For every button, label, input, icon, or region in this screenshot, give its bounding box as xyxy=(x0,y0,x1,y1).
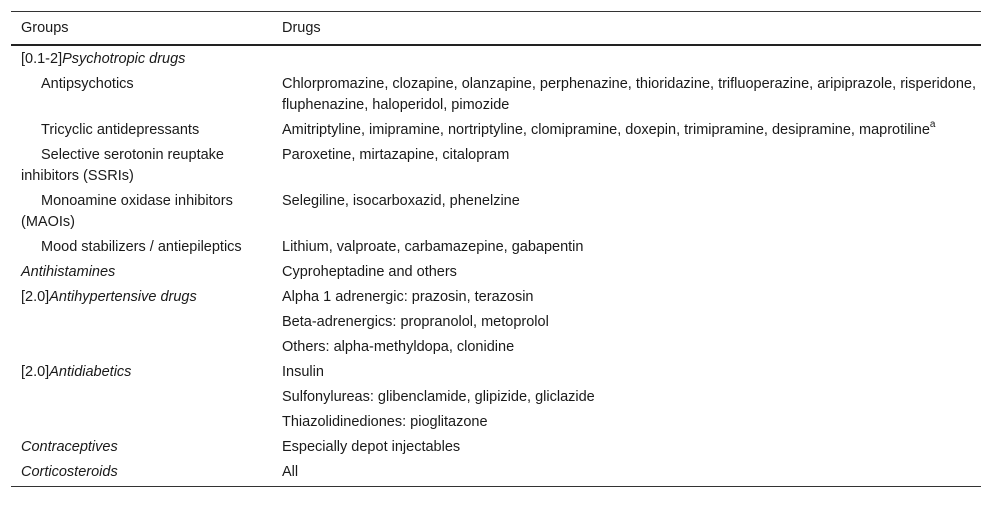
drugs-cell xyxy=(272,45,981,72)
group-cell xyxy=(11,310,272,335)
group-prefix: [2.0] xyxy=(21,289,50,305)
table-header-row xyxy=(11,12,981,46)
table-row xyxy=(11,143,981,189)
group-label: Contraceptives xyxy=(21,439,118,455)
table-row xyxy=(11,385,981,410)
header-groups: Groups xyxy=(11,12,272,46)
group-label: Psychotropic drugs xyxy=(62,51,186,67)
group-label: Antidiabetics xyxy=(49,364,132,380)
table-row xyxy=(11,335,981,360)
group-cell: Tricyclic antidepressants xyxy=(41,122,200,138)
group-label: Corticosteroids xyxy=(21,464,118,480)
table-row xyxy=(11,435,981,460)
group-label: Antihistamines xyxy=(21,264,116,280)
drugs-text: Amitriptyline, imipramine, nortriptyline, clomipramine, doxepin, trimipramine, desipramine, maprotiline xyxy=(282,122,930,138)
table-row xyxy=(11,72,981,118)
header-drugs: Drugs xyxy=(272,12,981,46)
table-row xyxy=(11,460,981,487)
drugs-cell xyxy=(272,118,981,143)
table-row xyxy=(11,189,981,235)
drug-groups-table xyxy=(11,11,981,487)
drugs-cell: All xyxy=(272,460,981,487)
table-row xyxy=(11,260,981,285)
table-row xyxy=(11,235,981,260)
drugs-cell: Lithium, valproate, carbamazepine, gabapentin xyxy=(282,239,584,255)
group-cell xyxy=(11,410,272,435)
drugs-cell: Beta-adrenergics: propranolol, metoprolol xyxy=(282,314,549,330)
group-cell: Antipsychotics xyxy=(41,76,134,92)
group-cell xyxy=(11,385,272,410)
drugs-cell: Cyproheptadine and others xyxy=(282,264,457,280)
drugs-cell: Especially depot injectables xyxy=(282,439,461,455)
group-cell xyxy=(11,460,272,487)
group-prefix: [0.1-2] xyxy=(21,51,63,67)
group-cell xyxy=(11,45,272,72)
drugs-cell: Chlorpromazine, clozapine, olanzapine, perphenazine, thioridazine, trifluoperazine, aripiprazole, risperidone, fluphenazine, haloperidol, pimozide xyxy=(282,76,976,113)
group-cell: Mood stabilizers / antiepileptics xyxy=(41,239,242,255)
drugs-cell: Insulin xyxy=(282,364,324,380)
drugs-cell: Others: alpha-methyldopa, clonidine xyxy=(282,339,515,355)
group-cell xyxy=(11,260,272,285)
drugs-cell: Sulfonylureas: glibenclamide, glipizide, gliclazide xyxy=(282,389,595,405)
table-row xyxy=(11,118,981,143)
group-cell: Selective serotonin reuptake inhibitors (SSRIs) xyxy=(21,147,224,184)
footnote-marker: a xyxy=(929,119,936,131)
group-cell xyxy=(11,335,272,360)
group-cell xyxy=(11,435,272,460)
group-label: Antihypertensive drugs xyxy=(49,289,197,305)
drug-groups-table-container xyxy=(11,11,981,487)
group-cell xyxy=(11,360,272,385)
group-cell: Monoamine oxidase inhibitors (MAOIs) xyxy=(21,193,233,230)
drugs-cell: Alpha 1 adrenergic: prazosin, terazosin xyxy=(282,289,534,305)
group-cell xyxy=(11,285,272,310)
table-row xyxy=(11,310,981,335)
table-row xyxy=(11,285,981,310)
table-row xyxy=(11,360,981,385)
table-row xyxy=(11,410,981,435)
group-prefix: [2.0] xyxy=(21,364,50,380)
drugs-cell: Selegiline, isocarboxazid, phenelzine xyxy=(282,193,520,209)
drugs-cell: Paroxetine, mirtazapine, citalopram xyxy=(282,147,510,163)
drugs-cell: Thiazolidinediones: pioglitazone xyxy=(282,414,488,430)
table-row xyxy=(11,45,981,72)
